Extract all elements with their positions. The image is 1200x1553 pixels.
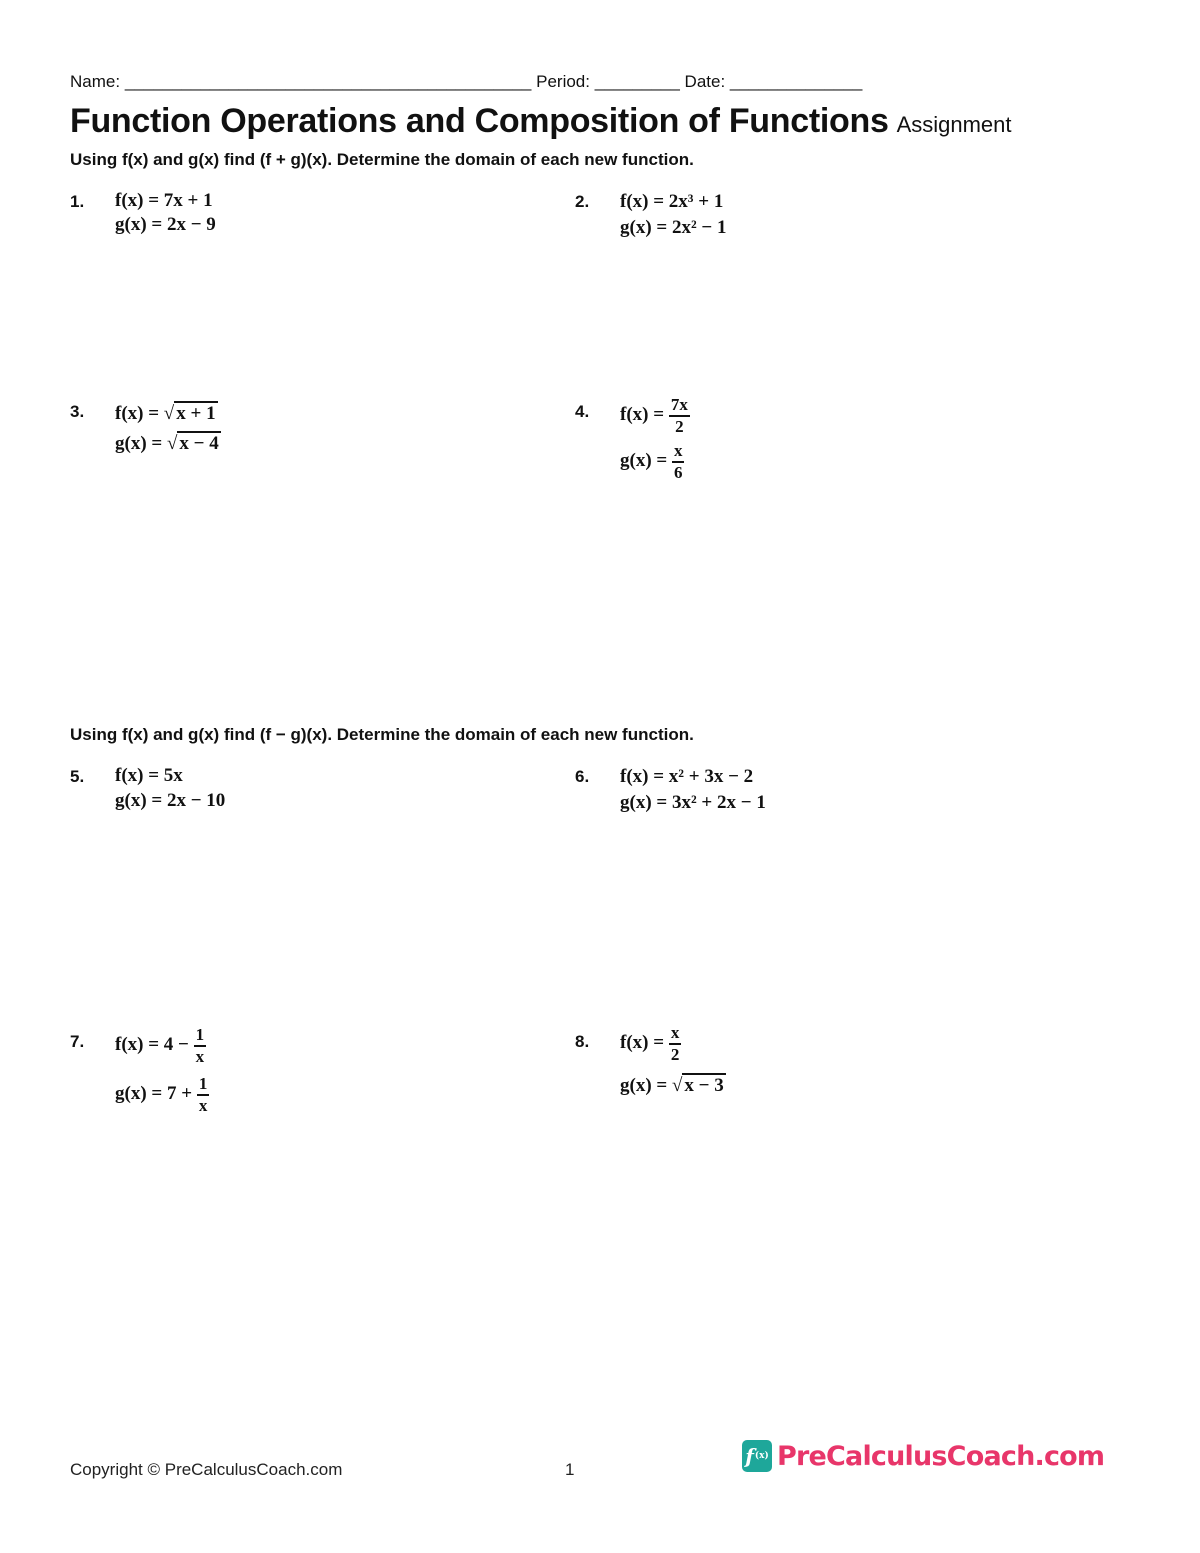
page-title	[70, 102, 1090, 141]
g-numerator: 1	[197, 1075, 210, 1096]
period-label: Period:	[536, 72, 590, 91]
g-denominator: x	[198, 1095, 208, 1115]
f-prefix: f(x) = 4 −	[115, 1034, 189, 1056]
g-expression: g(x) = 3x² + 2x − 1	[620, 792, 766, 813]
instruction-difference: Using f(x) and g(x) find (f − g)(x). Determine the domain of each new function.	[70, 725, 694, 744]
f-fraction	[669, 396, 690, 436]
g-expression	[115, 432, 221, 456]
brand-logo[interactable]	[742, 1440, 1104, 1472]
g-expression	[115, 1075, 209, 1115]
g-expression: g(x) = 2x − 9	[115, 214, 216, 235]
f-numerator: x	[669, 1024, 682, 1045]
f-radicand: x + 1	[176, 403, 216, 424]
f-expression	[115, 402, 218, 426]
g-radicand: x − 3	[684, 1075, 724, 1096]
problem-number: 7.	[70, 1032, 85, 1051]
problem-number: 8.	[575, 1032, 590, 1051]
f-expression: f(x) = 5x	[115, 765, 183, 786]
f-prefix: f(x) =	[620, 1032, 665, 1054]
f-numerator: 1	[194, 1026, 207, 1047]
g-fraction	[672, 442, 685, 482]
g-prefix: g(x) = √	[115, 433, 178, 454]
copyright-notice: Copyright © PreCalculusCoach.com	[70, 1460, 343, 1479]
g-radicand: x − 4	[179, 433, 219, 454]
f-expression	[620, 1024, 681, 1064]
f-numerator: 7x	[669, 396, 690, 417]
f-expression: f(x) = 2x³ + 1	[620, 191, 724, 212]
g-prefix: g(x) =	[620, 450, 668, 472]
f-expression	[115, 1026, 206, 1066]
name-label: Name:	[70, 72, 121, 91]
problem-number: 4.	[575, 402, 590, 421]
f-expression	[620, 396, 690, 436]
f-denominator: 2	[675, 416, 684, 436]
logo-text: PreCalculusCoach.com	[777, 1440, 1105, 1472]
page-number: 1	[565, 1460, 575, 1479]
g-prefix: g(x) = √	[620, 1075, 683, 1096]
f-expression: f(x) = 7x + 1	[115, 190, 213, 211]
student-info-header	[70, 72, 1080, 92]
problem-number: 6.	[575, 767, 590, 786]
f-prefix: f(x) = √	[115, 403, 175, 424]
f-prefix: f(x) =	[620, 404, 665, 426]
title-sub: Assignment	[896, 112, 1012, 137]
title-main: Function Operations and Composition of Functions	[70, 102, 889, 140]
date-line: ______________	[729, 72, 863, 91]
period-line: _________	[594, 72, 680, 91]
g-denominator: 6	[673, 462, 683, 482]
date-label: Date:	[684, 72, 726, 91]
problem-number: 3.	[70, 402, 85, 421]
f-denominator: 2	[670, 1044, 680, 1064]
instruction-sum: Using f(x) and g(x) find (f + g)(x). Determine the domain of each new function.	[70, 150, 694, 169]
problem-number: 5.	[70, 767, 85, 786]
g-expression: g(x) = 2x − 10	[115, 790, 226, 811]
g-expression	[620, 442, 684, 482]
g-expression: g(x) = 2x² − 1	[620, 217, 727, 238]
f-expression: f(x) = x² + 3x − 2	[620, 766, 754, 787]
f-denominator: x	[195, 1046, 205, 1066]
problem-number: 2.	[575, 192, 590, 211]
function-icon: f (x)	[742, 1440, 772, 1472]
problem-number: 1.	[70, 192, 85, 211]
f-fraction	[194, 1026, 207, 1066]
name-line: ___________________________________________	[124, 72, 532, 91]
g-fraction	[197, 1075, 210, 1115]
f-fraction	[669, 1024, 682, 1064]
g-prefix: g(x) = 7 +	[115, 1083, 193, 1105]
g-numerator: x	[672, 442, 685, 463]
g-expression	[620, 1074, 726, 1098]
